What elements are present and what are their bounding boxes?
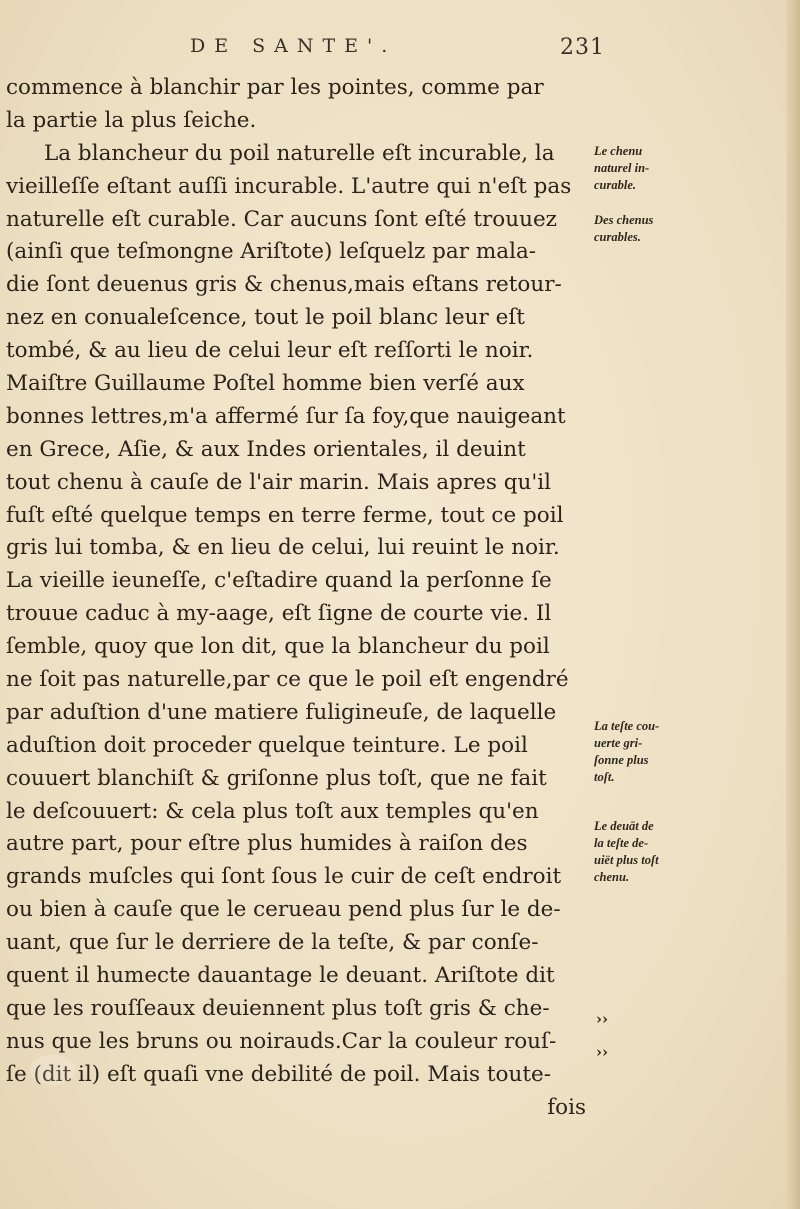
text-line: commence à blanchir par les pointes, comme par [6, 75, 544, 100]
quotation-mark: ›› [596, 1010, 608, 1028]
text-line: couuert blanchiſt & griſonne plus toſt, que ne fait [6, 765, 547, 791]
margin-note-line: la teſte de- [594, 836, 649, 850]
text-line: en Grece, Aſie, & aux Indes orientales, il deuint [6, 436, 526, 462]
text-line: nus que les bruns ou noirauds.Car la couleur rouſ- [6, 1028, 557, 1054]
text-line: le deſcouuert: & cela plus toſt aux temples qu'en [6, 798, 539, 824]
text-line: bonnes lettres,m'a affermé ſur ſa foy,que nauigeant [6, 403, 566, 429]
text-line: Maiſtre Guillaume Poſtel homme bien verſé aux [6, 371, 525, 397]
text-line: vieilleſſe eſtant auſſi incurable. L'autre qui n'eſt pas [6, 173, 572, 199]
text-line: nez en conualeſcence, tout le poil blanc leur eſt [6, 305, 525, 331]
margin-note-line: uiët plus toſt [594, 853, 659, 867]
text-line: uant, que ſur le derriere de la teſte, & par conſe- [6, 930, 539, 956]
page-edge [786, 0, 800, 1209]
text-line: die ſont deuenus gris & chenus,mais eſtans retour- [6, 272, 562, 298]
text-line: trouue caduc à my-aage, eſt ſigne de courte vie. Il [6, 601, 552, 627]
text-line: (ainſi que teſmongne Ariſtote) leſquelz par mala- [6, 239, 537, 265]
quotation-mark: ›› [596, 1043, 608, 1061]
running-head: DE SANTE'. [190, 35, 397, 57]
margin-note [594, 718, 659, 786]
margin-note-line: La teſte cou- [594, 719, 660, 733]
margin-note-line: toſt. [594, 770, 615, 784]
margin-note [594, 818, 659, 886]
text-line: naturelle eſt curable. Car aucuns ſont eſté trouuez [6, 206, 557, 232]
margin-note-line: curable. [594, 178, 637, 192]
text-line: ne ſoit pas naturelle,par ce que le poil eſt engendré [6, 667, 569, 693]
margin-note-line: ſonne plus [594, 753, 649, 767]
text-line: La vieille ieuneſſe, c'eſtadire quand la perſonne ſe [6, 568, 552, 594]
margin-note-line: naturel in- [594, 161, 650, 175]
text-line: tombé, & au lieu de celui leur eſt reſſorti le noir. [6, 338, 534, 364]
text-line: La blancheur du poil naturelle eſt incurable, la [44, 140, 555, 166]
margin-note [594, 212, 653, 246]
margin-note-line: Des chenus [594, 213, 654, 227]
text-line: autre part, pour eſtre plus humides à raiſon des [6, 831, 528, 857]
text-line: ou bien à cauſe que le cerueau pend plus ſur le de- [6, 897, 561, 923]
body-text [6, 72, 586, 1125]
margin-note-line: chenu. [594, 870, 630, 884]
page-number: 231 [560, 35, 605, 60]
catchword: fois [547, 1094, 586, 1120]
text-line: ſe (dit il) eſt quaſi vne debilité de poil. Mais toute- [6, 1061, 551, 1087]
text-line: par aduſtion d'une matiere fuligineuſe, de laquelle [6, 699, 557, 725]
text-line: que les rouſſeaux deuiennent plus toſt gris & che- [6, 995, 550, 1021]
text-line: ſemble, quoy que lon dit, que la blancheur du poil [6, 634, 550, 660]
margin-note-line: curables. [594, 230, 641, 244]
text-line: aduſtion doit proceder quelque teinture. Le poil [6, 732, 528, 758]
text-line: la partie la plus ſeiche. [6, 107, 257, 133]
text-line: grands muſcles qui ſont ſous le cuir de ceſt endroit [6, 864, 562, 890]
margin-note [594, 143, 649, 194]
text-line: tout chenu à cauſe de l'air marin. Mais apres qu'il [6, 469, 552, 495]
margin-note-line: Le deuāt de [594, 819, 654, 833]
paper-stain [30, 1055, 76, 1085]
text-line: gris lui tomba, & en lieu de celui, lui reuint le noir. [6, 535, 560, 561]
text-line: quent il humecte dauantage le deuant. Ariſtote dit [6, 963, 555, 989]
text-line: fuſt eſté quelque temps en terre ferme, tout ce poil [6, 502, 564, 528]
margin-note-line: uerte gri- [594, 736, 643, 750]
margin-note-line: Le chenu [594, 144, 643, 158]
